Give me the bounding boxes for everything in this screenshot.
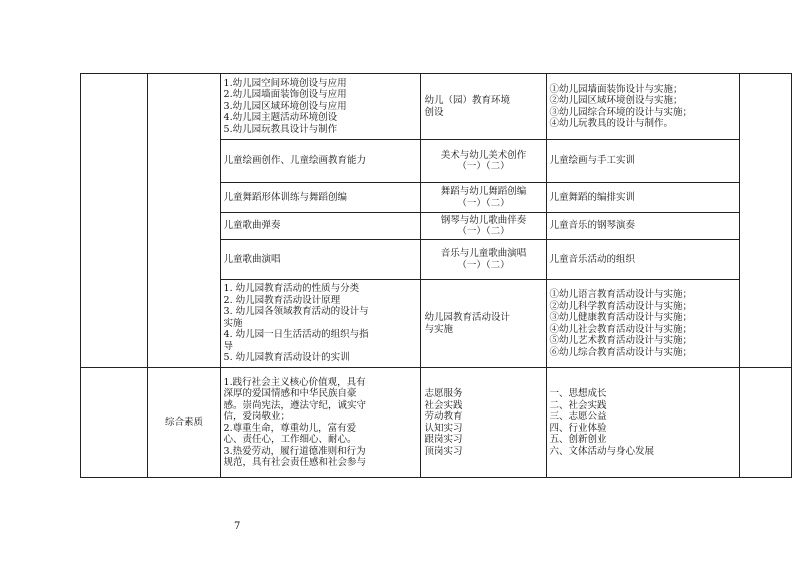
practice-line: 二、社会实践 [549, 399, 607, 411]
skill-line: 2.幼儿园墙面装饰创设与应用 [223, 89, 347, 101]
remarks-cell-empty [740, 74, 792, 368]
skill-line: 1.幼儿园空间环境创设与应用 [223, 77, 347, 89]
skills-cell [220, 213, 421, 240]
skill-line: 儿童舞蹈形体训练与舞蹈创编 [223, 191, 348, 203]
quality-label-cell [148, 368, 220, 478]
course-line: 舞蹈与幼儿舞蹈创编 [440, 186, 527, 197]
course-line: 社会实践 [424, 399, 463, 411]
course-line: 幼儿园教育活动设计 [424, 312, 510, 323]
table-row [81, 368, 792, 478]
course-line: 与实施 [424, 323, 453, 335]
table-row [81, 74, 792, 140]
practice-line: 一、思想成长 [549, 388, 607, 399]
course-cell [421, 74, 546, 140]
skill-line: 5. 幼儿园教育活动设计的实训 [223, 352, 350, 364]
practice-cell [546, 280, 740, 368]
practice-line: 儿童绘画与手工实训 [549, 155, 636, 167]
practice-line: ⑥幼儿综合教育活动设计与实施； [549, 346, 693, 358]
skill-line: 4.幼儿园主题活动环境创设 [223, 112, 338, 124]
practice-line: ②幼儿园区域环境创设与实施； [549, 95, 683, 106]
course-line: 创设 [424, 106, 444, 118]
page-number: 7 [234, 521, 241, 532]
skill-line: 5.幼儿园玩教具设计与制作 [223, 123, 338, 135]
course-line: （一）（二） [457, 161, 510, 172]
practice-line: 六、文体活动与身心发展 [549, 445, 655, 457]
course-line: 跟岗实习 [424, 434, 463, 445]
skill-line: 儿童歌曲演唱 [223, 253, 281, 265]
skills-cell [220, 280, 421, 368]
course-cell [421, 183, 546, 213]
skill-line: 心、责任心，工作细心、耐心。 [223, 434, 357, 445]
skills-cell [220, 183, 421, 213]
practice-line: 儿童舞蹈的编排实训 [549, 191, 636, 203]
skill-line: 深厚的爱国情感和中华民族自豪 [223, 388, 357, 399]
course-line: 顶岗实习 [424, 445, 463, 457]
skill-line: 儿童绘画创作、儿童绘画教育能力 [223, 155, 367, 167]
course-cell [421, 240, 546, 280]
course-line: （一）（二） [457, 197, 510, 209]
skills-cell [220, 74, 421, 140]
practice-cell [546, 140, 740, 183]
skills-cell [220, 368, 421, 478]
practice-line: ①幼儿语言教育活动设计与实施； [549, 289, 693, 300]
skill-line: 信，爱岗敬业； [223, 411, 291, 422]
skill-line: 4. 幼儿园一日生活活动的组织与指 [223, 329, 369, 341]
category-cell-empty [81, 368, 148, 478]
practice-cell [546, 368, 740, 478]
course-cell [421, 140, 546, 183]
course-line: （一）（二） [457, 226, 510, 237]
course-cell [421, 280, 546, 368]
course-line: 钢琴与幼儿歌曲伴奏 [440, 214, 527, 226]
skills-cell [220, 240, 421, 280]
course-line: 音乐与儿童歌曲演唱 [440, 248, 527, 259]
practice-line: ③幼儿健康教育活动设计与实施； [549, 312, 693, 323]
skill-line: 儿童歌曲弹奏 [223, 220, 281, 232]
course-line: 幼儿（园）教育环境 [424, 95, 510, 106]
practice-line: 儿童音乐活动的组织 [549, 253, 636, 265]
skill-line: 2. 幼儿园教育活动设计原理 [223, 294, 341, 306]
remarks-cell-empty [740, 368, 792, 478]
practice-line: ③幼儿园综合环境的设计与实施； [549, 106, 693, 118]
category-cell-empty [81, 74, 148, 368]
practice-cell [546, 74, 740, 140]
course-line: （一）（二） [457, 259, 510, 271]
skills-cell [220, 140, 421, 183]
skill-line: 3. 幼儿园各领域教育活动的设计与 [223, 306, 369, 318]
course-line: 劳动教育 [424, 411, 463, 422]
practice-line: ①幼儿园墙面装饰设计与实施； [549, 83, 683, 95]
skill-line: 2.尊重生命，尊重幼儿，富有爱 [223, 422, 357, 434]
skill-line: 3.幼儿园区域环境创设与应用 [223, 100, 347, 112]
practice-line: 儿童音乐的钢琴演奏 [549, 220, 636, 232]
skill-line: 规范，具有社会责任感和社会参与 [223, 457, 367, 468]
skill-line: 3.热爱劳动，履行道德准则和行为 [223, 445, 366, 457]
practice-line: ⑤幼儿艺术教育活动设计与实施； [549, 335, 693, 346]
quality-label: 综合素质 [164, 416, 203, 428]
practice-line: ②幼儿科学教育活动设计与实施； [549, 300, 693, 312]
course-cell [421, 213, 546, 240]
course-cell [421, 368, 546, 478]
course-line: 美术与幼儿美术创作 [440, 149, 527, 161]
skill-line: 实施 [223, 317, 243, 329]
curriculum-table [80, 73, 792, 478]
practice-line: ④幼儿社会教育活动设计与实施； [549, 323, 693, 335]
course-line: 认知实习 [424, 422, 463, 434]
practice-line: 五、创新创业 [549, 434, 607, 445]
skill-line: 1. 幼儿园教育活动的性质与分类 [223, 283, 360, 295]
subcategory-cell-empty [148, 74, 220, 368]
practice-cell [546, 183, 740, 213]
practice-cell [546, 240, 740, 280]
practice-line: 三、志愿公益 [549, 411, 607, 422]
skill-line: 1.践行社会主义核心价值观，具有 [223, 376, 366, 388]
practice-cell [546, 213, 740, 240]
skill-line: 感。崇尚宪法，遵法守纪，诚实守 [223, 399, 367, 411]
practice-line: ④幼儿玩教具的设计与制作。 [549, 118, 674, 129]
course-line: 志愿服务 [424, 388, 463, 399]
skill-line: 导 [223, 340, 234, 352]
practice-line: 四、行业体验 [549, 422, 607, 434]
